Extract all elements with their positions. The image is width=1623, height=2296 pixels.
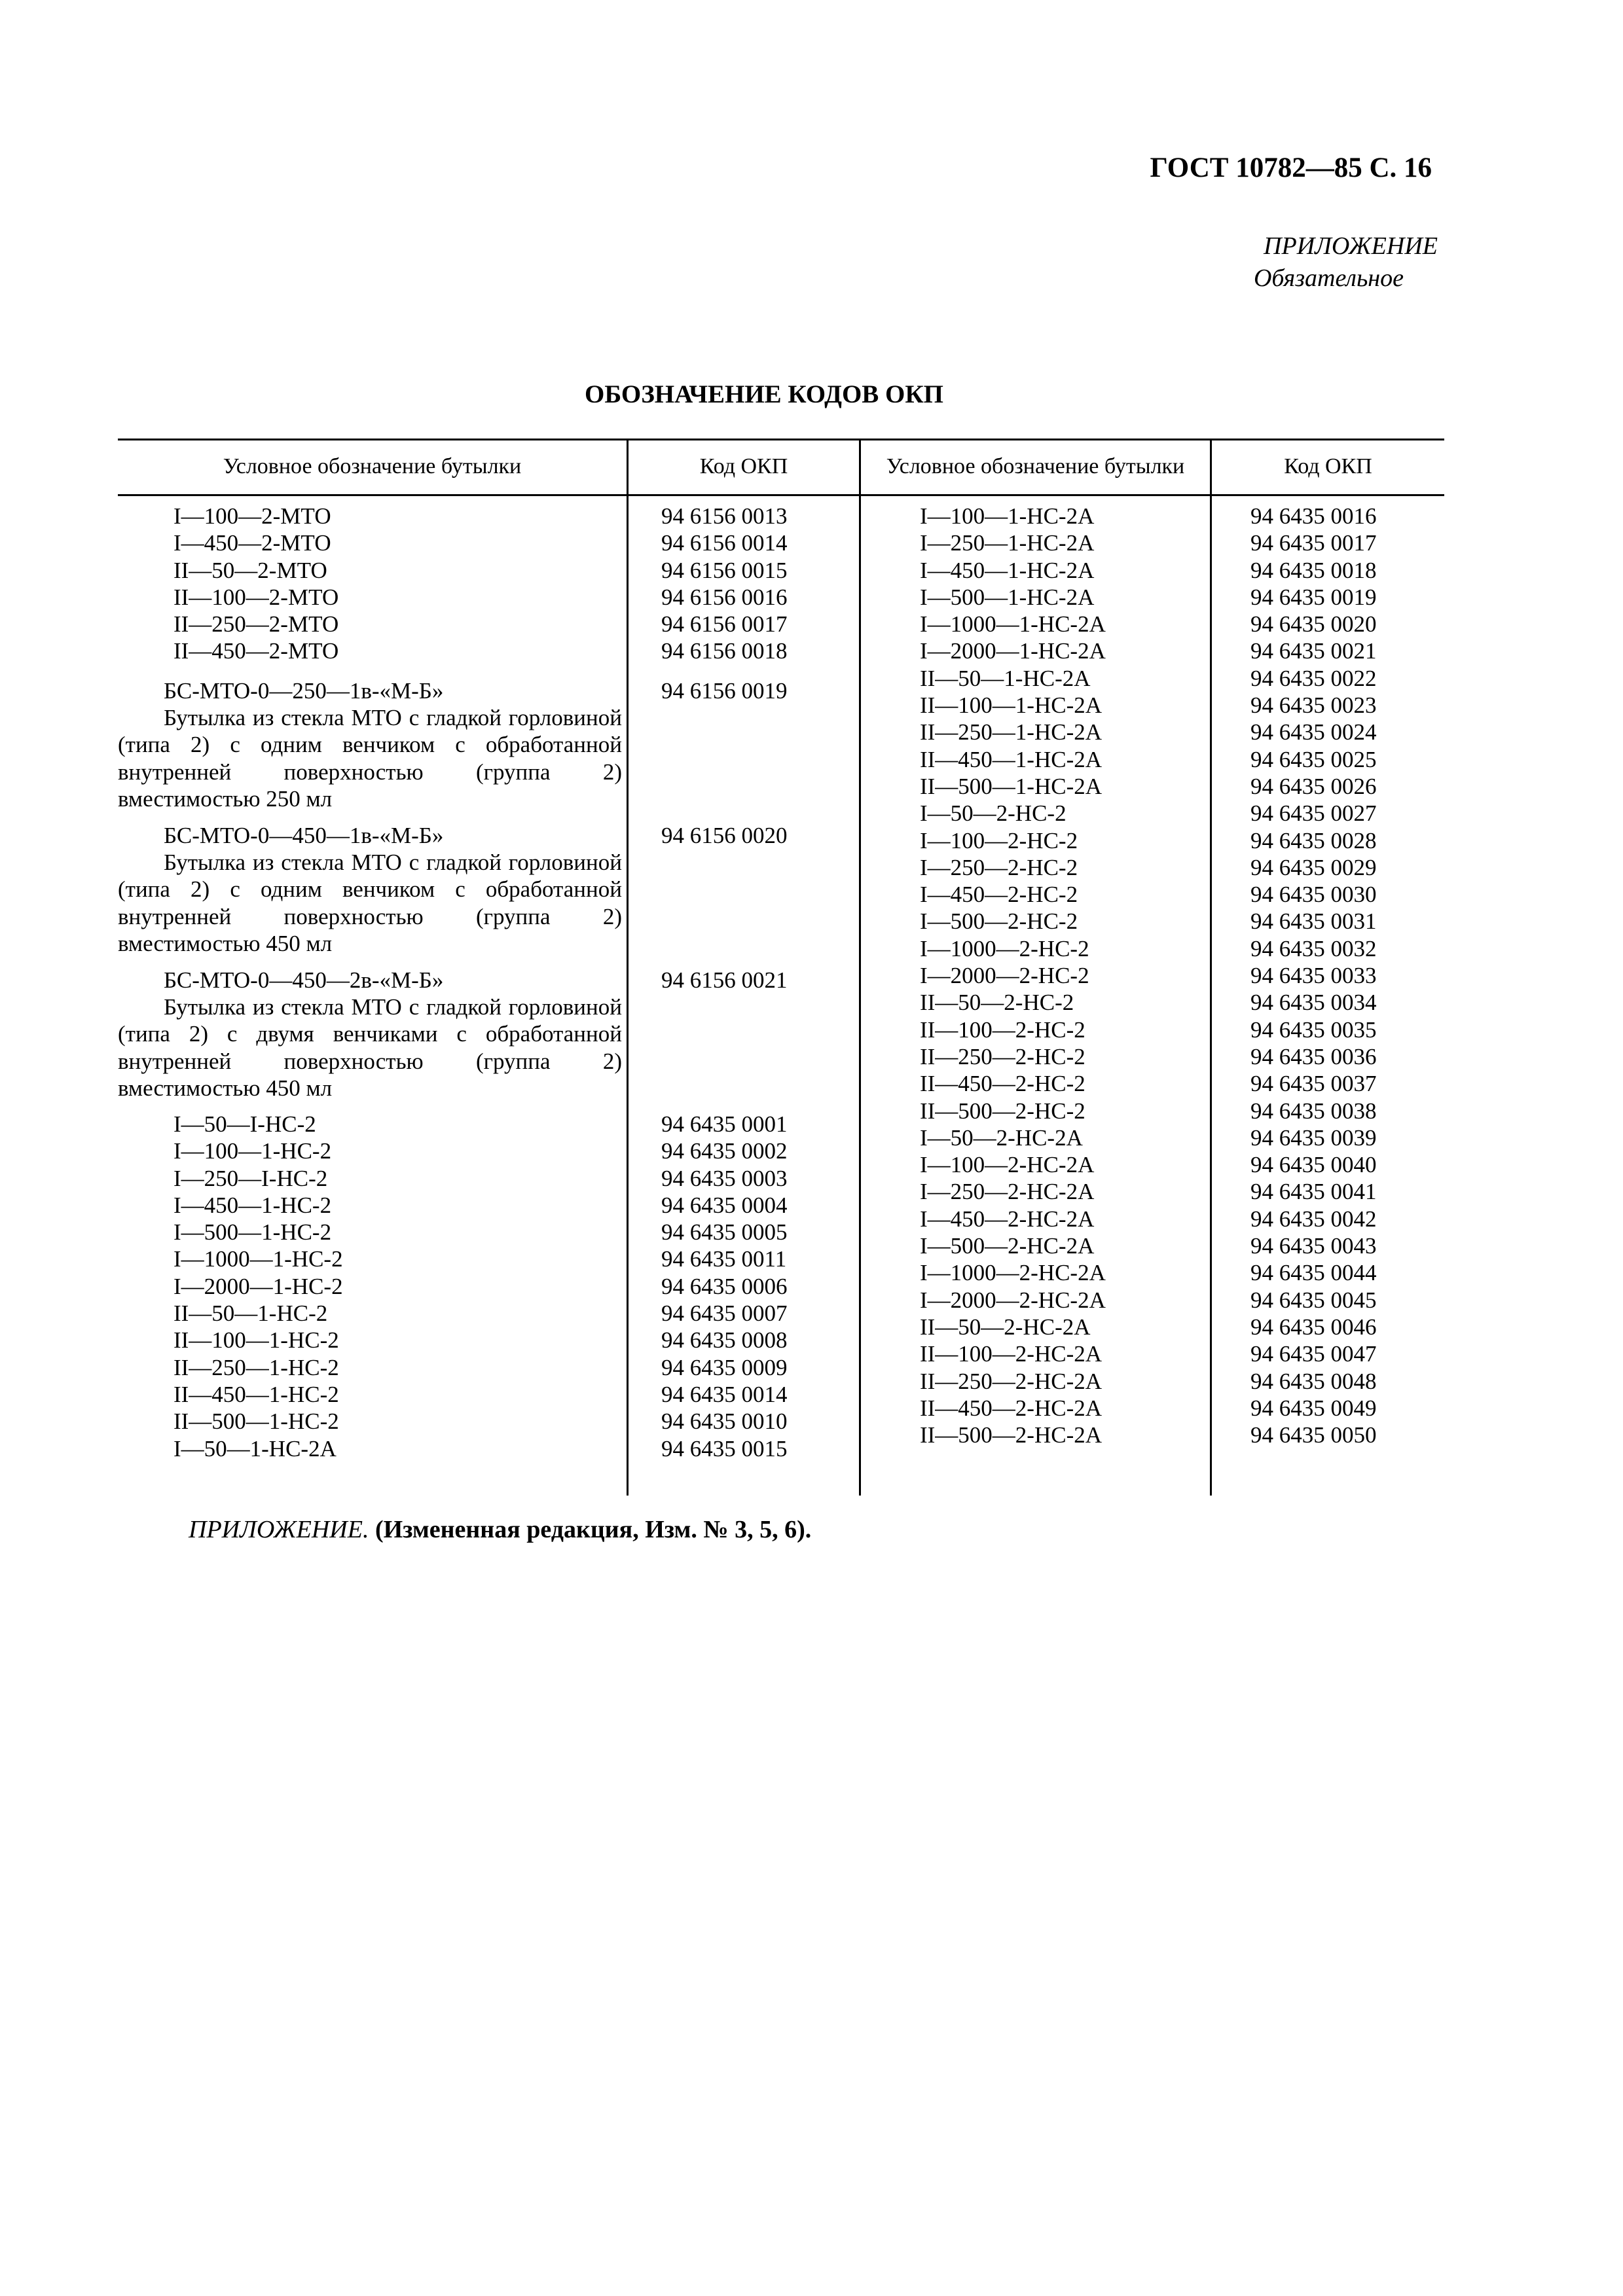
okp-code-row: 94 6435 0031 (1250, 908, 1377, 935)
designation-row: I—1000—2-НС-2 (920, 935, 1089, 961)
designation-row: II—50—2-МТО (173, 557, 327, 583)
okp-code-row: 94 6435 0026 (1250, 773, 1377, 799)
designation-row: I—1000—1-НС-2 (173, 1246, 343, 1272)
header-code-left: Код ОКП (699, 454, 788, 478)
header-code-right: Код ОКП (1284, 454, 1372, 478)
designation-row: I—450—1-НС-2А (920, 557, 1095, 583)
okp-code-row: 94 6435 0043 (1250, 1233, 1377, 1259)
okp-code-row: 94 6435 0035 (1250, 1016, 1377, 1043)
designation-row: I—50—2-НС-2 (920, 800, 1067, 827)
okp-code-row: 94 6435 0007 (661, 1300, 788, 1327)
okp-code-row: 94 6435 0048 (1250, 1368, 1377, 1394)
designation-row: II—450—1-НС-2А (920, 746, 1103, 772)
okp-code-row: 94 6435 0004 (661, 1192, 788, 1218)
designation-row: II—100—1-НС-2А (920, 692, 1103, 719)
designation-row: II—500—1-НС-2А (920, 773, 1103, 799)
table-divider-2 (859, 439, 861, 1496)
left-codes-b (661, 1111, 788, 1462)
okp-code-row: 94 6435 0016 (1250, 503, 1377, 529)
designation-row: II—100—2-НС-2 (920, 1016, 1085, 1043)
okp-code-row: 94 6435 0033 (1250, 963, 1377, 989)
designation-row: II—50—2-НС-2А (920, 1314, 1091, 1340)
okp-code-row: 94 6435 0028 (1250, 827, 1377, 853)
okp-code-row: 94 6156 0015 (661, 557, 788, 583)
okp-code-row: 94 6435 0042 (1250, 1206, 1377, 1232)
designation-row: II—100—2-МТО (173, 584, 339, 610)
designation-row: II—250—2-НС-2 (920, 1043, 1085, 1069)
designation-row: I—250—1-НС-2А (920, 530, 1095, 556)
okp-code-row: 94 6435 0019 (1250, 584, 1377, 610)
table-divider-3 (1210, 439, 1212, 1496)
right-names (920, 503, 1106, 1448)
footnote (189, 1515, 811, 1544)
designation-row: I—450—1-НС-2 (173, 1192, 332, 1218)
designation-row: I—450—2-НС-2 (920, 882, 1078, 908)
okp-code-row: 94 6435 0020 (1250, 611, 1377, 637)
okp-code-row: 94 6435 0017 (1250, 530, 1377, 556)
designation-row: I—250—2-НС-2А (920, 1179, 1095, 1205)
okp-code-row: 94 6435 0024 (1250, 719, 1377, 745)
okp-code-row: 94 6435 0022 (1250, 665, 1377, 691)
designation-row: II—250—1-НС-2А (920, 719, 1103, 745)
okp-code-row: 94 6435 0039 (1250, 1124, 1377, 1151)
designation-row: I—450—2-МТО (173, 530, 331, 556)
okp-code-row: 94 6435 0032 (1250, 935, 1377, 961)
left-codes-a (661, 503, 788, 665)
footnote-text: (Измененная редакция, Изм. № 3, 5, 6). (374, 1516, 812, 1543)
okp-code-row: 94 6156 0018 (661, 638, 788, 664)
appendix-label: ПРИЛОЖЕНИЕ (1264, 232, 1438, 260)
designation-row: I—250—I-НС-2 (173, 1165, 328, 1191)
okp-code-row: 94 6435 0021 (1250, 638, 1377, 664)
okp-code-row: 94 6435 0001 (661, 1111, 788, 1137)
designation-row: I—100—2-МТО (173, 503, 331, 529)
okp-code-row: 94 6156 0017 (661, 611, 788, 637)
designation-row: II—500—2-НС-2А (920, 1422, 1103, 1448)
designation-row: II—500—2-НС-2 (920, 1098, 1085, 1124)
appendix-block (1254, 230, 1438, 295)
designation-row: II—450—1-НС-2 (173, 1381, 339, 1407)
okp-code-row: 94 6435 0036 (1250, 1043, 1377, 1069)
entry-2-name: БС-МТО-0—450—1в-«М-Б» (164, 823, 444, 848)
entry-3-code: 94 6156 0021 (661, 967, 788, 993)
okp-code-row: 94 6435 0040 (1250, 1152, 1377, 1178)
okp-code-row: 94 6435 0037 (1250, 1071, 1377, 1097)
okp-code-row: 94 6435 0023 (1250, 692, 1377, 719)
okp-code-row: 94 6435 0014 (661, 1381, 788, 1407)
okp-code-row: 94 6435 0044 (1250, 1260, 1377, 1286)
okp-code-row: 94 6435 0008 (661, 1327, 788, 1354)
okp-code-row: 94 6435 0046 (1250, 1314, 1377, 1340)
okp-code-row: 94 6435 0025 (1250, 746, 1377, 772)
entry-1-code: 94 6156 0019 (661, 678, 788, 704)
okp-code-row: 94 6435 0003 (661, 1165, 788, 1191)
okp-code-row: 94 6435 0002 (661, 1138, 788, 1164)
table-title: ОБОЗНАЧЕНИЕ КОДОВ ОКП (585, 380, 943, 408)
table-header-rule (118, 494, 1444, 496)
table-divider-1 (627, 439, 629, 1496)
header-designation-right: Условное обозначение бутылки (886, 454, 1185, 478)
designation-row: II—100—2-НС-2А (920, 1341, 1103, 1367)
appendix-status: Обязательное (1253, 264, 1404, 292)
designation-row: II—100—1-НС-2 (173, 1327, 339, 1354)
designation-row: I—450—2-НС-2А (920, 1206, 1095, 1232)
okp-code-row: 94 6435 0034 (1250, 990, 1377, 1016)
designation-row: II—500—1-НС-2 (173, 1408, 339, 1435)
okp-code-row: 94 6435 0010 (661, 1408, 788, 1435)
okp-code-row: 94 6156 0014 (661, 530, 788, 556)
designation-row: I—2000—2-НС-2 (920, 963, 1089, 989)
okp-code-row: 94 6435 0011 (661, 1246, 787, 1272)
entry-1-name: БС-МТО-0—250—1в-«М-Б» (164, 678, 444, 704)
designation-row: II—250—1-НС-2 (173, 1354, 339, 1380)
designation-row: I—1000—1-НС-2А (920, 611, 1106, 637)
designation-row: I—500—1-НС-2А (920, 584, 1095, 610)
okp-code-row: 94 6435 0041 (1250, 1179, 1377, 1205)
entry-3-description: Бутылка из стекла МТО с гладкой горловиной (типа 2) с двумя венчиками с обработанной внутренней поверхностью (группа 2) вместимостью 450 мл (118, 994, 622, 1101)
designation-row: I—100—1-НС-2А (920, 503, 1095, 529)
left-names-b (173, 1111, 343, 1462)
okp-code-row: 94 6435 0047 (1250, 1341, 1377, 1367)
designation-row: II—50—1-НС-2А (920, 665, 1091, 691)
header-designation-left: Условное обозначение бутылки (223, 454, 522, 478)
designation-row: I—100—2-НС-2А (920, 1152, 1095, 1178)
okp-code-row: 94 6435 0006 (661, 1273, 788, 1299)
okp-code-row: 94 6435 0049 (1250, 1395, 1377, 1421)
designation-row: II—450—2-МТО (173, 638, 339, 664)
designation-row: II—450—2-НС-2А (920, 1395, 1103, 1421)
designation-row: I—2000—1-НС-2 (173, 1273, 343, 1299)
designation-row: I—100—1-НС-2 (173, 1138, 332, 1164)
table-top-rule (118, 439, 1444, 440)
entry-2-description: Бутылка из стекла МТО с гладкой горловиной (типа 2) с одним венчиком с обработанной внутренней поверхностью (группа 2) вместимостью 450 мл (118, 850, 622, 956)
okp-code-row: 94 6435 0038 (1250, 1098, 1377, 1124)
right-codes (1250, 503, 1377, 1448)
entry-1-description: Бутылка из стекла МТО с гладкой горловиной (типа 2) с одним венчиком с обработанной внутренней поверхностью (группа 2) вместимостью 250 мл (118, 705, 622, 812)
designation-row: I—50—I-НС-2 (173, 1111, 316, 1137)
designation-row: I—2000—1-НС-2А (920, 638, 1106, 664)
designation-row: I—2000—2-НС-2А (920, 1287, 1106, 1313)
designation-row: I—100—2-НС-2 (920, 827, 1078, 853)
okp-code-row: 94 6435 0015 (661, 1435, 788, 1462)
okp-code-row: 94 6435 0018 (1250, 557, 1377, 583)
okp-code-row: 94 6435 0050 (1250, 1422, 1377, 1448)
entry-2-code: 94 6156 0020 (661, 823, 788, 848)
entry-3-name: БС-МТО-0—450—2в-«М-Б» (164, 967, 444, 993)
okp-code-row: 94 6435 0009 (661, 1354, 788, 1380)
designation-row: II—50—2-НС-2 (920, 990, 1074, 1016)
designation-row: I—500—2-НС-2 (920, 908, 1078, 935)
okp-code-row: 94 6156 0013 (661, 503, 788, 529)
designation-row: II—50—1-НС-2 (173, 1300, 328, 1327)
designation-row: II—250—2-МТО (173, 611, 339, 637)
designation-row: II—450—2-НС-2 (920, 1071, 1085, 1097)
okp-code-row: 94 6435 0005 (661, 1219, 788, 1246)
designation-row: I—500—2-НС-2А (920, 1233, 1095, 1259)
designation-row: I—500—1-НС-2 (173, 1219, 332, 1246)
page-header: ГОСТ 10782—85 С. 16 (1150, 152, 1432, 183)
okp-code-row: 94 6435 0029 (1250, 854, 1377, 880)
okp-code-row: 94 6156 0016 (661, 584, 788, 610)
footnote-label: ПРИЛОЖЕНИЕ. (189, 1516, 369, 1543)
okp-code-row: 94 6435 0045 (1250, 1287, 1377, 1313)
designation-row: I—250—2-НС-2 (920, 854, 1078, 880)
designation-row: I—50—1-НС-2А (173, 1435, 337, 1462)
okp-code-row: 94 6435 0027 (1250, 800, 1377, 827)
okp-code-row: 94 6435 0030 (1250, 882, 1377, 908)
left-names-a (173, 503, 338, 665)
designation-row: I—50—2-НС-2А (920, 1124, 1083, 1151)
designation-row: I—1000—2-НС-2А (920, 1260, 1106, 1286)
designation-row: II—250—2-НС-2А (920, 1368, 1103, 1394)
